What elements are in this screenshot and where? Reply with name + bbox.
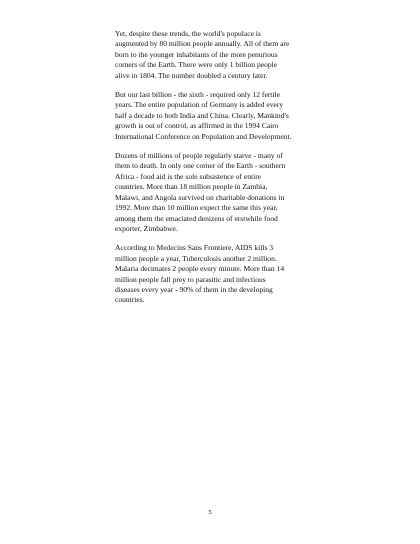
text-line: alive in 1804. The number doubled a century later. <box>115 70 268 80</box>
text-line: Africa - food aid is the sole subsistence of entire <box>115 171 262 181</box>
text-line: diseases every year - 90% of them in the developing <box>115 284 273 294</box>
paragraph-population-growth <box>115 29 327 81</box>
text-line: International Conference on Population and Development. <box>115 131 292 141</box>
text-line: Malaria decimates 2 people every minute. More than 14 <box>115 264 285 274</box>
text-line: among them the emaciated denizens of erstwhile food <box>115 213 278 223</box>
text-line: million people fall prey to parasitic and infectious <box>115 274 266 284</box>
text-line: But our last billion - the sixth - required only 12 fertile <box>115 90 280 100</box>
text-line: exporter, Zimbabwe. <box>115 223 178 233</box>
text-line: augmented by 80 million people annually. All of them are <box>115 39 290 49</box>
page-number: 5 <box>208 509 212 516</box>
body-text <box>115 29 327 315</box>
text-line: Malawi, and Angola survived on charitable donations in <box>115 192 285 202</box>
text-line: According to Medecins Sans Frontiere, AIDS kills 3 <box>115 243 274 253</box>
text-line: countries. More than 18 million people in Zambia, <box>115 182 268 192</box>
text-line: corners of the Earth. There were only 1 billion people <box>115 60 278 70</box>
text-line: half a decade to both India and China. Clearly, Mankind's <box>115 110 289 120</box>
paragraph-disease <box>115 243 327 305</box>
text-line: born to the younger inhabitants of the more penurious <box>115 49 278 59</box>
text-line: growth is out of control, as affirmed in the 1994 Cairo <box>115 121 279 131</box>
text-line: 1992. More than 10 million expect the same this year, <box>115 203 278 213</box>
text-line: Yet, despite these trends, the world's populace is <box>115 29 261 38</box>
text-line: them to death. In only one corner of the Earth - southern <box>115 161 286 171</box>
text-line: million people a year, Tuberculosis another 2 million. <box>115 253 277 263</box>
text-line: countries. <box>115 295 145 305</box>
text-line: years. The entire population of Germany is added every <box>115 100 284 110</box>
paragraph-last-billion <box>115 90 327 142</box>
text-line: Dozens of millions of people regularly starve - many of <box>115 151 283 161</box>
paragraph-starvation <box>115 151 327 234</box>
